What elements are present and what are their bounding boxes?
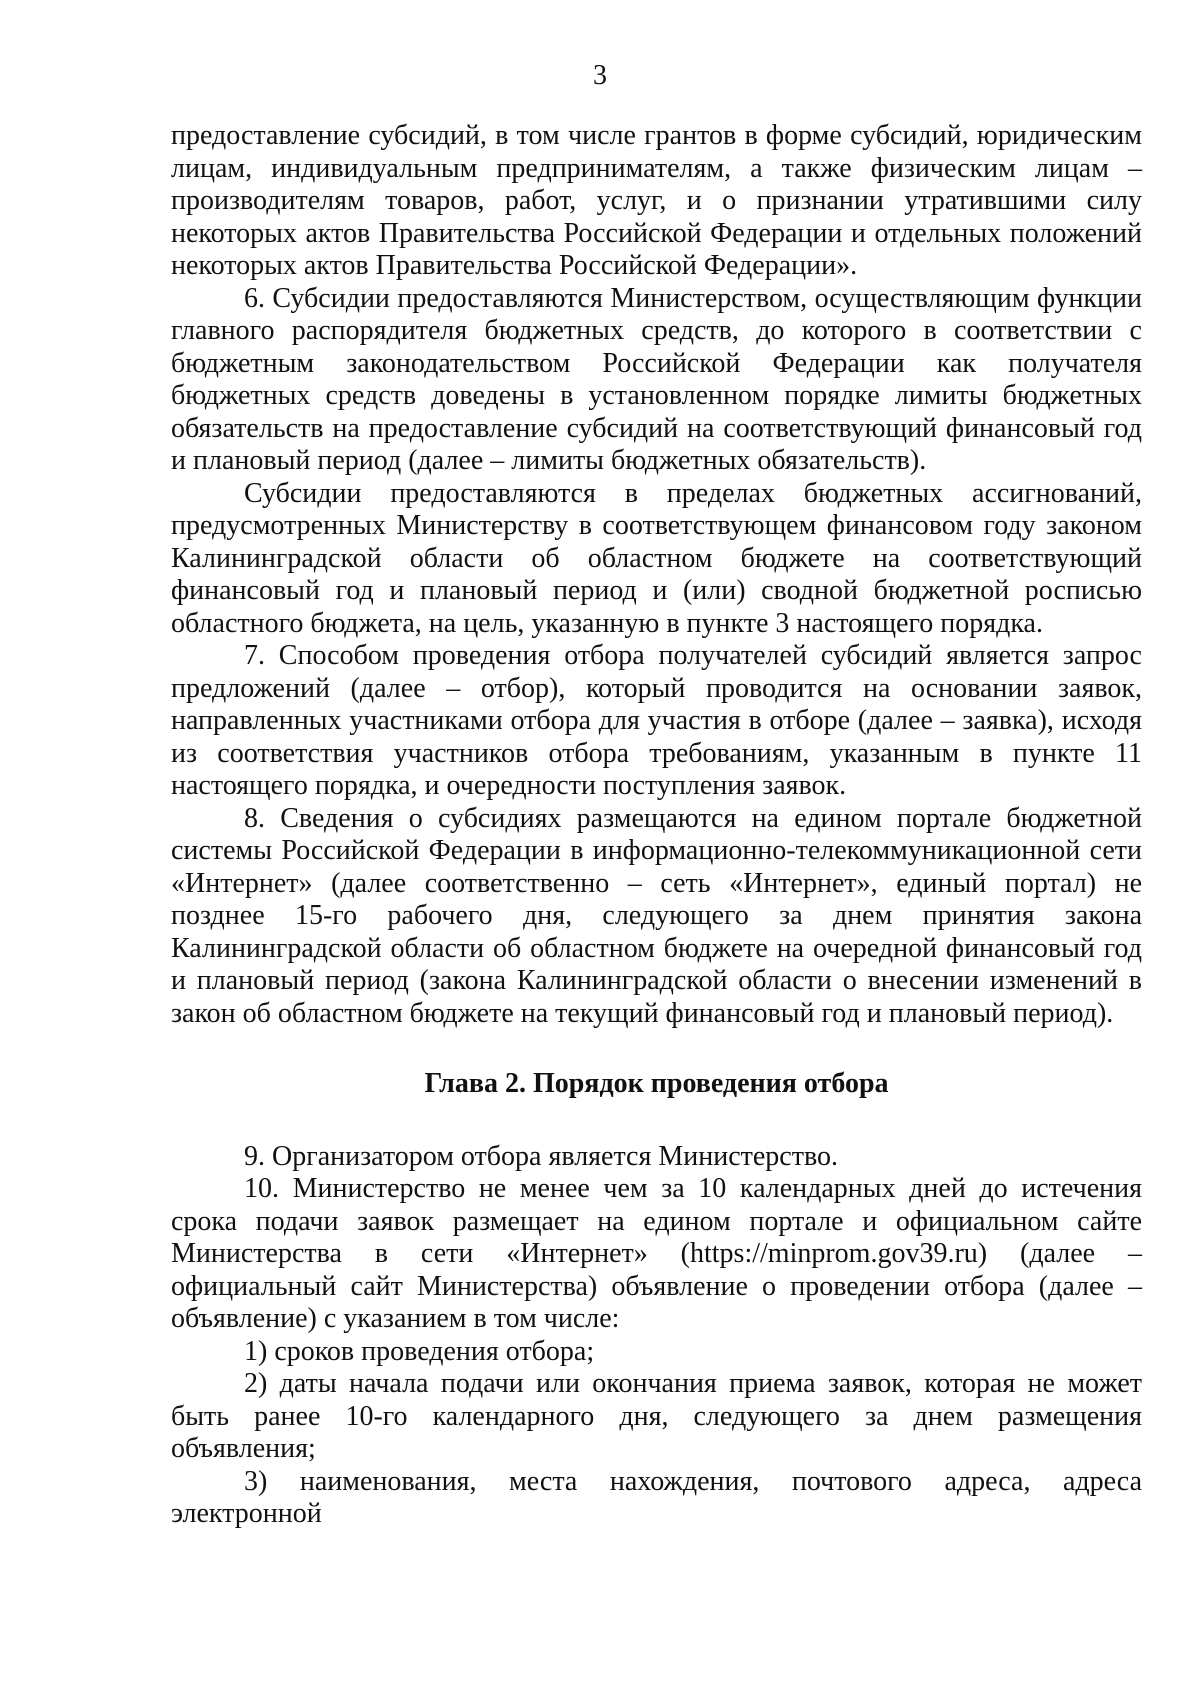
paragraph-item-7: 7. Способом проведения отбора получателей субсидий является запрос предложений (далее – отбор), который проводится на основании заявок, направленных участниками отбора для участия в отборе (далее – заявка), исходя из соответствия участников отбора требованиям, указанным в пункте 11 настоящего порядка, и очередности поступления заявок. [171, 640, 1142, 801]
paragraph-item-8: 8. Сведения о субсидиях размещаются на едином портале бюджетной системы Российской Федерации в информационно-телекоммуникационной сети «Интернет» (далее соответственно – сеть «Интернет», единый портал) не позднее 15-го рабочего дня, следующего за днем принятия закона Калининградской области об областном бюджете на очередной финансовый год и плановый период (закона Калининградской области о внесении изменений в закон об областном бюджете на текущий финансовый год и плановый период). [171, 802, 1142, 1029]
paragraph-continuation: предоставление субсидий, в том числе грантов в форме субсидий, юридическим лицам, индивидуальным предпринимателям, а также физическим лицам – производителям товаров, работ, услуг, и о признании утратившими силу некоторых актов Правительства Российской Федерации и отдельных положений некоторых актов Правительства Российской Федерации». [171, 120, 1142, 281]
subitem-1: 1) сроков проведения отбора; [244, 1335, 595, 1367]
subitem-2: 2) даты начала подачи или окончания приема заявок, которая не может быть ранее 10-го календарного дня, следующего за днем размещения объявления; [171, 1368, 1142, 1464]
subitem-3: 3) наименования, места нахождения, почтового адреса, адреса электронной [171, 1465, 1142, 1529]
document-body [171, 120, 1142, 1531]
paragraph-item-10: 10. Министерство не менее чем за 10 календарных дней до истечения срока подачи заявок размещает на едином портале и официальном сайте Министерства в сети «Интернет» (https://minprom.gov39.ru) (далее – официальный сайт Министерства) объявление о проведении отбора (далее – объявление) с указанием в том числе: [171, 1173, 1142, 1334]
paragraph-item-9: 9. Организатором отбора является Министерство. [244, 1140, 838, 1172]
paragraph-subsidies-limits: Субсидии предоставляются в пределах бюджетных ассигнований, предусмотренных Министерству в соответствующем финансовом году законом Калининградской области об областном бюджете на соответствующий финансовый год и плановый период и (или) сводной бюджетной росписью областного бюджета, на цель, указанную в пункте 3 настоящего порядка. [171, 477, 1142, 639]
page-number: 3 [593, 60, 607, 91]
chapter-heading: Глава 2. Порядок проведения отбора [424, 1068, 889, 1099]
paragraph-item-6: 6. Субсидии предоставляются Министерством, осуществляющим функции главного распорядителя бюджетных средств, до которого в соответствии с бюджетным законодательством Российской Федерации как получателя бюджетных средств доведены в установленном порядке лимиты бюджетных обязательств на предоставление субсидий на соответствующий финансовый год и плановый период (далее – лимиты бюджетных обязательств). [171, 282, 1142, 476]
